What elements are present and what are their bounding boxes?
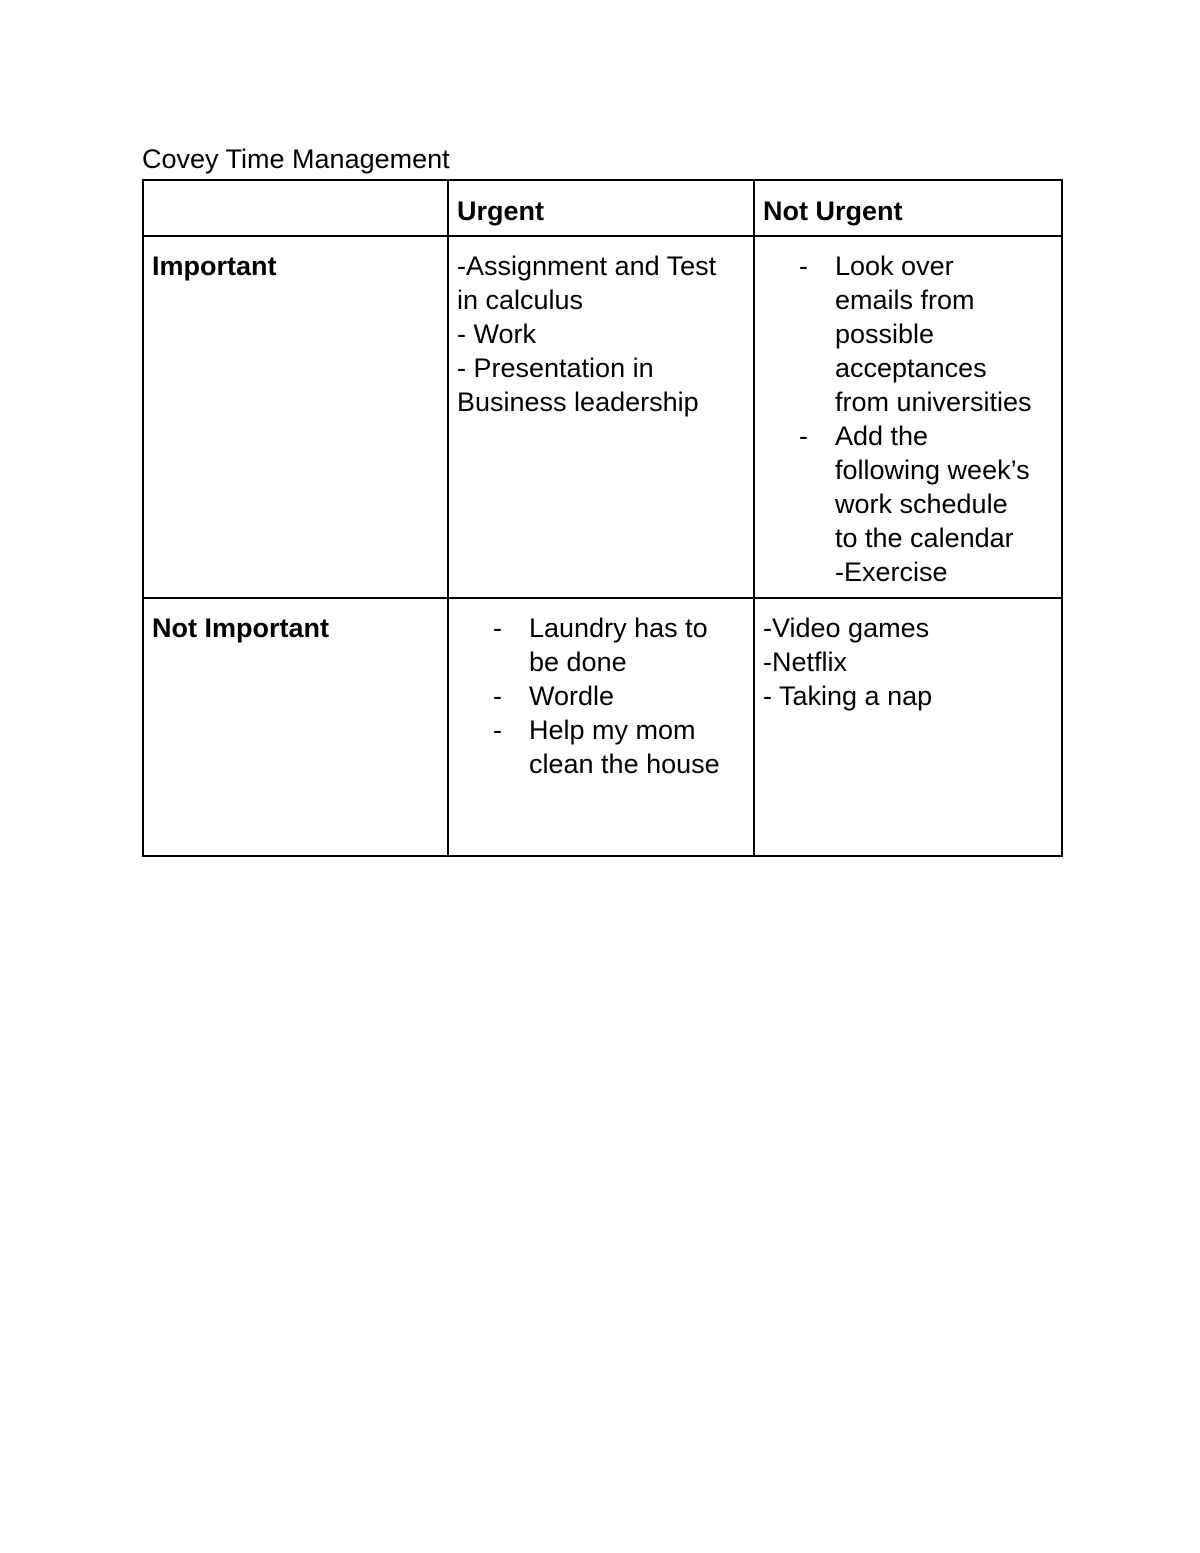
cell-text-line: -Video games (763, 613, 930, 643)
list-item-line: to the calendar (835, 523, 1014, 553)
not-important-row (143, 598, 1062, 856)
list-item-line: Wordle (529, 681, 615, 711)
cell-text-line: - Presentation in (457, 353, 654, 383)
list-item-line: Help my mom (529, 715, 696, 745)
row-label-not-important: Not Important (143, 598, 448, 856)
cell-not-important-not-urgent (754, 598, 1062, 856)
list-item-line: acceptances (835, 353, 987, 383)
list-item-line: clean the house (529, 749, 720, 779)
trailing-text-line: -Exercise (835, 557, 948, 587)
cell-text-line: in calculus (457, 285, 584, 315)
list-item-line: following week’s (835, 455, 1030, 485)
cell-important-not-urgent (754, 236, 1062, 598)
cell-text-line: - Work (457, 319, 536, 349)
bullet-list (763, 249, 1053, 555)
bullet-dash: - (799, 251, 808, 281)
bullet-dash: - (493, 681, 502, 711)
list-item (763, 249, 1053, 419)
list-item-line: possible (835, 319, 935, 349)
cell-text-line: -Assignment and Test (457, 251, 717, 281)
list-item-line: be done (529, 647, 627, 677)
list-item-line: Add the (835, 421, 929, 451)
list-item-line: Laundry has to (529, 613, 708, 643)
list-item-line: emails from (835, 285, 975, 315)
bullet-list (457, 611, 745, 781)
row-label-important: Important (143, 236, 448, 598)
document-title: Covey Time Management (142, 144, 450, 174)
bullet-dash: - (493, 613, 502, 643)
cell-not-important-urgent (448, 598, 754, 856)
list-item (457, 713, 745, 781)
list-item-line: Look over (835, 251, 954, 281)
list-item (763, 419, 1053, 555)
cell-text-line: Business leadership (457, 387, 699, 417)
cell-text-line: -Netflix (763, 647, 848, 677)
list-item-line: work schedule (835, 489, 1008, 519)
header-not-urgent: Not Urgent (754, 180, 1062, 236)
cell-text-line: - Taking a nap (763, 681, 933, 711)
bullet-dash: - (799, 421, 808, 451)
important-row (143, 236, 1062, 598)
bullet-dash: - (493, 715, 502, 745)
list-item (457, 679, 745, 713)
list-item-line: from universities (835, 387, 1032, 417)
list-item (457, 611, 745, 679)
header-urgent: Urgent (448, 180, 754, 236)
cell-important-urgent (448, 236, 754, 598)
covey-matrix-table (142, 179, 1063, 857)
header-row (143, 180, 1062, 236)
empty-corner-cell (143, 180, 448, 236)
